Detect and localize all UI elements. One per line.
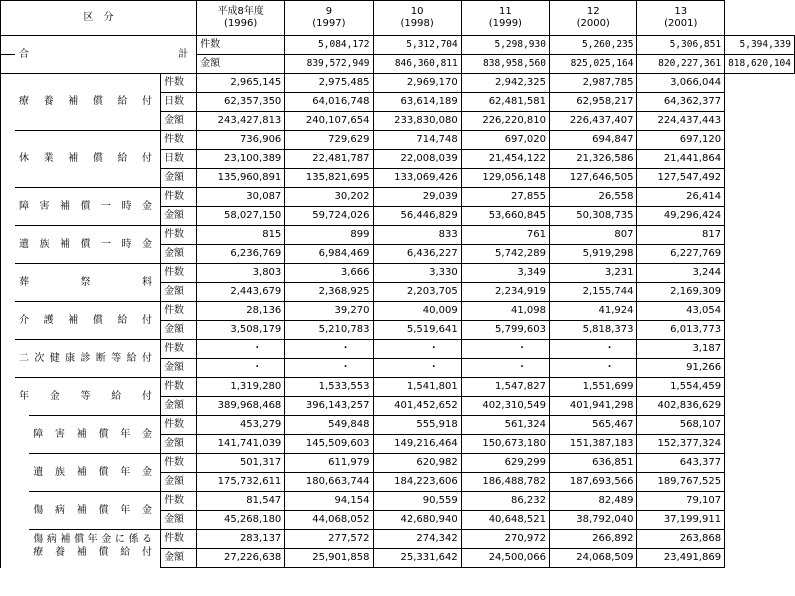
- value-cell: 2,368,925: [285, 283, 373, 302]
- value-cell: 26,558: [549, 188, 637, 207]
- indent-cell: [15, 549, 29, 568]
- value-cell: 45,268,180: [197, 511, 285, 530]
- table-row: [1, 74, 795, 93]
- category-label: [29, 416, 160, 454]
- value-cell: 141,741,039: [197, 435, 285, 454]
- value-cell: 6,984,469: [285, 245, 373, 264]
- value-cell: 3,330: [373, 264, 461, 283]
- value-cell: 833: [373, 226, 461, 245]
- value-cell: 21,441,864: [637, 150, 725, 169]
- value-cell: 151,387,183: [549, 435, 637, 454]
- value-cell: 3,231: [549, 264, 637, 283]
- category-label-text: 二次健康診断等給付: [18, 352, 153, 364]
- value-cell: ・: [373, 340, 461, 359]
- value-cell: 44,068,052: [285, 511, 373, 530]
- category-label: [29, 530, 160, 568]
- indent-cell: [1, 283, 15, 302]
- value-cell: 243,427,813: [197, 112, 285, 131]
- year-header: 11 (1999): [461, 1, 549, 36]
- indent-cell: [1, 530, 15, 549]
- indent-cell: [1, 226, 15, 245]
- unit-label: 件数: [161, 226, 197, 245]
- indent-cell: [1, 207, 15, 226]
- value-cell: 53,660,845: [461, 207, 549, 226]
- value-cell: 5,818,373: [549, 321, 637, 340]
- year-header: 12 (2000): [549, 1, 637, 36]
- value-cell: 1,533,553: [285, 378, 373, 397]
- indent-cell: [1, 511, 15, 530]
- value-cell: ・: [461, 340, 549, 359]
- value-cell: 396,143,257: [285, 397, 373, 416]
- category-label-part: 合: [18, 48, 29, 60]
- indent-cell: [1, 74, 15, 93]
- value-cell: 62,958,217: [549, 93, 637, 112]
- value-cell: 91,266: [637, 359, 725, 378]
- value-cell: 807: [549, 226, 637, 245]
- value-cell: 568,107: [637, 416, 725, 435]
- category-label-text: 傷病補償年金: [33, 504, 153, 516]
- value-cell: 283,137: [197, 530, 285, 549]
- value-cell: 27,855: [461, 188, 549, 207]
- value-cell: 565,467: [549, 416, 637, 435]
- table-row: [1, 378, 795, 397]
- value-cell: 5,742,289: [461, 245, 549, 264]
- indent-cell: [15, 416, 29, 435]
- category-label-part: 年: [18, 390, 29, 402]
- value-cell: 636,851: [549, 454, 637, 473]
- value-cell: 6,236,769: [197, 245, 285, 264]
- value-cell: 277,572: [285, 530, 373, 549]
- value-cell: 149,216,464: [373, 435, 461, 454]
- value-cell: 3,244: [637, 264, 725, 283]
- value-cell: 187,693,566: [549, 473, 637, 492]
- value-cell: 50,308,735: [549, 207, 637, 226]
- value-cell: 839,572,949: [285, 55, 373, 74]
- indent-cell: [1, 454, 15, 473]
- value-cell: 62,357,350: [197, 93, 285, 112]
- table-row: [1, 530, 795, 549]
- value-cell: 402,836,629: [637, 397, 725, 416]
- indent-cell: [1, 492, 15, 511]
- value-cell: 270,972: [461, 530, 549, 549]
- value-cell: 714,748: [373, 131, 461, 150]
- value-cell: 40,648,521: [461, 511, 549, 530]
- indent-cell: [1, 55, 15, 74]
- table-row: [1, 188, 795, 207]
- value-cell: 3,066,044: [637, 74, 725, 93]
- value-cell: 145,509,603: [285, 435, 373, 454]
- value-cell: 175,732,611: [197, 473, 285, 492]
- value-cell: 25,901,858: [285, 549, 373, 568]
- category-label-part: 計: [178, 48, 189, 60]
- category-label: [15, 226, 161, 264]
- table-row: [1, 264, 795, 283]
- unit-label: 件数: [161, 131, 197, 150]
- category-label: [29, 492, 160, 530]
- unit-label: 金額: [161, 435, 197, 454]
- value-cell: 5,519,641: [373, 321, 461, 340]
- value-cell: 401,941,298: [549, 397, 637, 416]
- value-cell: 56,446,829: [373, 207, 461, 226]
- value-cell: 24,500,066: [461, 549, 549, 568]
- unit-label: 件数: [197, 36, 285, 55]
- indent-cell: [1, 302, 15, 321]
- value-cell: 5,210,783: [285, 321, 373, 340]
- value-cell: 22,008,039: [373, 150, 461, 169]
- category-label-text: 障害補償年金: [33, 428, 153, 440]
- value-cell: 899: [285, 226, 373, 245]
- value-cell: 42,680,940: [373, 511, 461, 530]
- value-cell: 815: [197, 226, 285, 245]
- value-cell: 59,724,026: [285, 207, 373, 226]
- value-cell: 729,629: [285, 131, 373, 150]
- value-cell: 64,362,377: [637, 93, 725, 112]
- value-cell: 1,554,459: [637, 378, 725, 397]
- indent-cell: [1, 340, 15, 359]
- value-cell: 761: [461, 226, 549, 245]
- value-cell: 2,942,325: [461, 74, 549, 93]
- value-cell: 5,799,603: [461, 321, 549, 340]
- value-cell: 133,069,426: [373, 169, 461, 188]
- indent-cell: [1, 378, 15, 397]
- unit-label: 金額: [161, 321, 197, 340]
- value-cell: 266,892: [549, 530, 637, 549]
- value-cell: 643,377: [637, 454, 725, 473]
- value-cell: ・: [197, 340, 285, 359]
- value-cell: 5,312,704: [373, 36, 461, 55]
- value-cell: 838,958,560: [461, 55, 549, 74]
- indent-cell: [1, 397, 15, 416]
- unit-label: 件数: [161, 378, 197, 397]
- category-label: [15, 302, 161, 340]
- category-label-text: 遺族補償一時金: [18, 238, 153, 250]
- value-cell: 23,100,389: [197, 150, 285, 169]
- value-cell: 1,319,280: [197, 378, 285, 397]
- value-cell: 6,227,769: [637, 245, 725, 264]
- value-cell: 2,987,785: [549, 74, 637, 93]
- category-label-line: 傷病補償年金に係る: [33, 534, 153, 546]
- value-cell: 240,107,654: [285, 112, 373, 131]
- value-cell: 549,848: [285, 416, 373, 435]
- category-label-part: 等: [80, 390, 91, 402]
- value-cell: 736,906: [197, 131, 285, 150]
- value-cell: 38,792,040: [549, 511, 637, 530]
- indent-cell: [15, 530, 29, 549]
- unit-label: 件数: [161, 302, 197, 321]
- indent-cell: [15, 454, 29, 473]
- value-cell: 5,298,930: [461, 36, 549, 55]
- value-cell: 3,187: [637, 340, 725, 359]
- table-row: [1, 416, 795, 435]
- value-cell: 25,331,642: [373, 549, 461, 568]
- category-label: [15, 378, 161, 416]
- value-cell: 39,270: [285, 302, 373, 321]
- value-cell: 817: [637, 226, 725, 245]
- indent-cell: [15, 473, 29, 492]
- value-cell: 389,968,468: [197, 397, 285, 416]
- unit-label: 件数: [161, 340, 197, 359]
- indent-cell: [15, 435, 29, 454]
- value-cell: 189,767,525: [637, 473, 725, 492]
- value-cell: 40,009: [373, 302, 461, 321]
- indent-cell: [1, 416, 15, 435]
- value-cell: 127,547,492: [637, 169, 725, 188]
- value-cell: 3,666: [285, 264, 373, 283]
- value-cell: 150,673,180: [461, 435, 549, 454]
- table-row: [1, 131, 795, 150]
- value-cell: 81,547: [197, 492, 285, 511]
- value-cell: 86,232: [461, 492, 549, 511]
- value-cell: 402,310,549: [461, 397, 549, 416]
- value-cell: 21,326,586: [549, 150, 637, 169]
- unit-label: 金額: [161, 283, 197, 302]
- value-cell: 697,120: [637, 131, 725, 150]
- value-cell: 1,551,699: [549, 378, 637, 397]
- category-header: 区 分: [1, 1, 197, 36]
- value-cell: 5,919,298: [549, 245, 637, 264]
- category-label: [15, 188, 161, 226]
- value-cell: ・: [549, 359, 637, 378]
- indent-cell: [1, 359, 15, 378]
- indent-cell: [15, 511, 29, 530]
- value-cell: 2,965,145: [197, 74, 285, 93]
- unit-label: 金額: [161, 169, 197, 188]
- value-cell: 29,039: [373, 188, 461, 207]
- year-header: 平成8年度 (1996): [197, 1, 285, 36]
- category-label-line: 療養補償給付: [33, 547, 153, 559]
- value-cell: 453,279: [197, 416, 285, 435]
- value-cell: 818,620,104: [725, 55, 795, 74]
- indent-cell: [1, 131, 15, 150]
- table-row: [1, 492, 795, 511]
- category-label-part: 付: [142, 390, 153, 402]
- value-cell: 501,317: [197, 454, 285, 473]
- indent-cell: [15, 492, 29, 511]
- category-label: [15, 74, 161, 131]
- value-cell: 2,169,309: [637, 283, 725, 302]
- table-row: [1, 226, 795, 245]
- value-cell: 697,020: [461, 131, 549, 150]
- value-cell: 6,013,773: [637, 321, 725, 340]
- value-cell: 21,454,122: [461, 150, 549, 169]
- value-cell: 43,054: [637, 302, 725, 321]
- category-label: [15, 340, 161, 378]
- value-cell: 2,155,744: [549, 283, 637, 302]
- category-label: [15, 36, 197, 74]
- value-cell: 5,394,339: [725, 36, 795, 55]
- year-header: 13 (2001): [637, 1, 725, 36]
- unit-label: 件数: [161, 264, 197, 283]
- value-cell: 846,360,811: [373, 55, 461, 74]
- value-cell: 555,918: [373, 416, 461, 435]
- value-cell: 226,437,407: [549, 112, 637, 131]
- category-label-text: 休業補償給付: [18, 153, 153, 164]
- value-cell: 6,436,227: [373, 245, 461, 264]
- value-cell: 3,508,179: [197, 321, 285, 340]
- year-header: 10 (1998): [373, 1, 461, 36]
- value-cell: 2,975,485: [285, 74, 373, 93]
- value-cell: ・: [197, 359, 285, 378]
- value-cell: 3,349: [461, 264, 549, 283]
- value-cell: 3,803: [197, 264, 285, 283]
- unit-label: 金額: [197, 55, 285, 74]
- value-cell: 79,107: [637, 492, 725, 511]
- category-label-text: 障害補償一時金: [18, 200, 153, 212]
- indent-cell: [1, 473, 15, 492]
- category-label-part: 金: [49, 390, 60, 402]
- value-cell: 825,025,164: [549, 55, 637, 74]
- value-cell: 27,226,638: [197, 549, 285, 568]
- category-label-text: 療養補償給付: [18, 96, 153, 107]
- value-cell: 28,136: [197, 302, 285, 321]
- indent-cell: [1, 150, 15, 169]
- unit-label: 金額: [161, 549, 197, 568]
- indent-cell: [1, 93, 15, 112]
- value-cell: 620,982: [373, 454, 461, 473]
- unit-label: 日数: [161, 93, 197, 112]
- value-cell: ・: [373, 359, 461, 378]
- value-cell: 152,377,324: [637, 435, 725, 454]
- value-cell: 23,491,869: [637, 549, 725, 568]
- indent-cell: [1, 264, 15, 283]
- value-cell: ・: [285, 359, 373, 378]
- unit-label: 金額: [161, 245, 197, 264]
- value-cell: 2,234,919: [461, 283, 549, 302]
- unit-label: 日数: [161, 150, 197, 169]
- unit-label: 金額: [161, 112, 197, 131]
- indent-cell: [1, 188, 15, 207]
- category-label: [15, 264, 161, 302]
- value-cell: 5,306,851: [637, 36, 725, 55]
- unit-label: 件数: [161, 416, 197, 435]
- value-cell: 64,016,748: [285, 93, 373, 112]
- category-label-part: 葬: [18, 276, 29, 288]
- value-cell: 41,098: [461, 302, 549, 321]
- value-cell: 5,084,172: [285, 36, 373, 55]
- unit-label: 金額: [161, 359, 197, 378]
- value-cell: 22,481,787: [285, 150, 373, 169]
- value-cell: 82,489: [549, 492, 637, 511]
- indent-cell: [1, 435, 15, 454]
- value-cell: 58,027,150: [197, 207, 285, 226]
- value-cell: 49,296,424: [637, 207, 725, 226]
- category-label-part: 祭: [80, 276, 91, 288]
- value-cell: 274,342: [373, 530, 461, 549]
- value-cell: 820,227,361: [637, 55, 725, 74]
- unit-label: 件数: [161, 74, 197, 93]
- value-cell: 1,541,801: [373, 378, 461, 397]
- table-body: [1, 36, 795, 568]
- value-cell: 226,220,810: [461, 112, 549, 131]
- year-header: 9 (1997): [285, 1, 373, 36]
- value-cell: 24,068,509: [549, 549, 637, 568]
- value-cell: 1,547,827: [461, 378, 549, 397]
- value-cell: 561,324: [461, 416, 549, 435]
- value-cell: 30,202: [285, 188, 373, 207]
- value-cell: 224,437,443: [637, 112, 725, 131]
- unit-label: 件数: [161, 530, 197, 549]
- value-cell: 2,443,679: [197, 283, 285, 302]
- table-row: [1, 454, 795, 473]
- value-cell: 30,087: [197, 188, 285, 207]
- category-label-part: 給: [111, 390, 122, 402]
- value-cell: 90,559: [373, 492, 461, 511]
- category-label-part: 料: [142, 276, 153, 288]
- unit-label: 金額: [161, 397, 197, 416]
- value-cell: 127,646,505: [549, 169, 637, 188]
- value-cell: 37,199,911: [637, 511, 725, 530]
- category-label: [15, 131, 161, 188]
- indent-cell: [1, 549, 15, 568]
- unit-label: 件数: [161, 188, 197, 207]
- value-cell: 180,663,744: [285, 473, 373, 492]
- value-cell: 63,614,189: [373, 93, 461, 112]
- value-cell: ・: [285, 340, 373, 359]
- unit-label: 件数: [161, 492, 197, 511]
- table-row: [1, 340, 795, 359]
- unit-label: 金額: [161, 511, 197, 530]
- table-row: [1, 36, 795, 55]
- unit-label: 金額: [161, 207, 197, 226]
- value-cell: 135,960,891: [197, 169, 285, 188]
- value-cell: 129,056,148: [461, 169, 549, 188]
- value-cell: 62,481,581: [461, 93, 549, 112]
- indent-cell: [1, 36, 15, 55]
- value-cell: 401,452,652: [373, 397, 461, 416]
- table-header: [1, 1, 795, 36]
- value-cell: 186,488,782: [461, 473, 549, 492]
- value-cell: ・: [461, 359, 549, 378]
- value-cell: 135,821,695: [285, 169, 373, 188]
- category-label-text: 介護補償給付: [18, 314, 153, 326]
- indent-cell: [1, 245, 15, 264]
- value-cell: 233,830,080: [373, 112, 461, 131]
- value-cell: 263,868: [637, 530, 725, 549]
- value-cell: 5,260,235: [549, 36, 637, 55]
- value-cell: 184,223,606: [373, 473, 461, 492]
- unit-label: 金額: [161, 473, 197, 492]
- value-cell: 629,299: [461, 454, 549, 473]
- indent-cell: [1, 321, 15, 340]
- value-cell: 611,979: [285, 454, 373, 473]
- category-label-text: 遺族補償年金: [33, 466, 153, 478]
- value-cell: 26,414: [637, 188, 725, 207]
- value-cell: 94,154: [285, 492, 373, 511]
- unit-label: 件数: [161, 454, 197, 473]
- value-cell: 2,203,705: [373, 283, 461, 302]
- value-cell: 2,969,170: [373, 74, 461, 93]
- category-label: [29, 454, 160, 492]
- indent-cell: [1, 169, 15, 188]
- indent-cell: [1, 112, 15, 131]
- table-row: [1, 302, 795, 321]
- value-cell: 41,924: [549, 302, 637, 321]
- value-cell: 694,847: [549, 131, 637, 150]
- value-cell: ・: [549, 340, 637, 359]
